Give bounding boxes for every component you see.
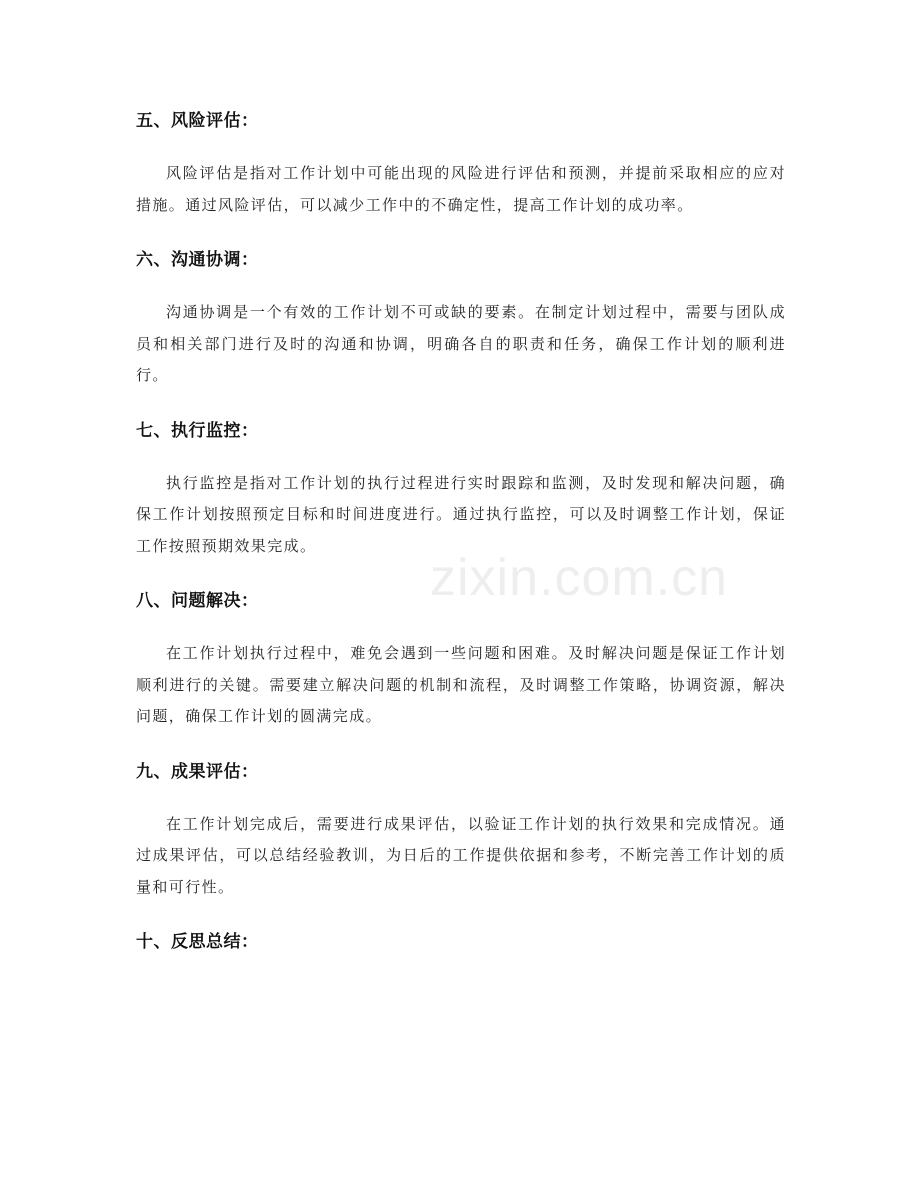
section-paragraph: 执行监控是指对工作计划的执行过程进行实时跟踪和监测，及时发现和解决问题，确保工作计划按照预定目标和时间进度进行。通过执行监控，可以及时调整工作计划，保证工作按照预期效果完成。 — [136, 473, 786, 555]
section-paragraph: 在工作计划完成后，需要进行成果评估，以验证工作计划的执行效果和完成情况。通过成果评估，可以总结经验教训，为日后的工作提供依据和参考，不断完善工作计划的质量和可行性。 — [136, 814, 786, 896]
watermark-text: zixin.com.cn — [430, 549, 729, 607]
section-heading: 七、执行监控： — [136, 420, 259, 441]
section-paragraph: 沟通协调是一个有效的工作计划不可或缺的要素。在制定计划过程中，需要与团队成员和相关部门进行及时的沟通和协调，明确各自的职责和任务，确保工作计划的顺利进行。 — [136, 303, 786, 384]
section-heading: 十、反思总结： — [136, 932, 259, 952]
section-reflection-summary — [136, 927, 786, 957]
section-heading: 九、成果评估： — [136, 761, 259, 782]
section-heading: 五、风险评估： — [136, 111, 259, 131]
section-paragraph: 风险评估是指对工作计划中可能出现的风险进行评估和预测，并提前采取相应的应对措施。通过风险评估，可以减少工作中的不确定性，提高工作计划的成功率。 — [136, 164, 786, 214]
document-body — [136, 106, 786, 979]
section-paragraph: 在工作计划执行过程中，难免会遇到一些问题和困难。及时解决问题是保证工作计划顺利进行的关键。需要建立解决问题的机制和流程，及时调整工作策略，协调资源，解决问题，确保工作计划的圆满完成。 — [136, 644, 786, 725]
section-communication — [136, 245, 786, 392]
section-outcome-evaluation — [136, 757, 786, 904]
section-heading: 六、沟通协调： — [136, 250, 259, 270]
section-heading: 八、问题解决： — [136, 591, 259, 611]
section-execution-monitoring — [136, 416, 786, 563]
section-risk-assessment — [136, 106, 786, 221]
